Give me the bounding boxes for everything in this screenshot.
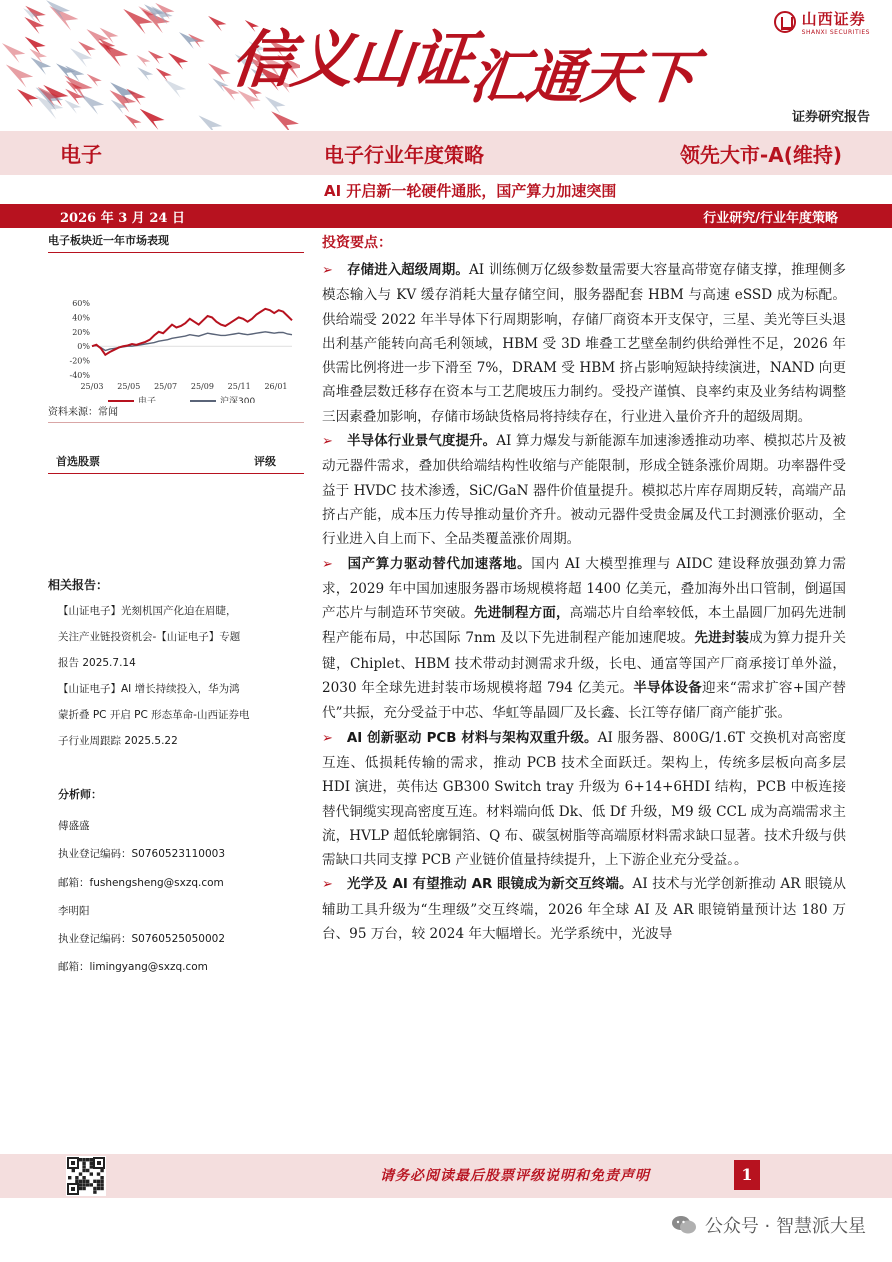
page-number: 1 — [734, 1160, 760, 1190]
arrow-decoration — [56, 63, 75, 79]
arrow-decoration — [179, 32, 199, 49]
arrow-decoration — [80, 94, 105, 115]
arrow-decoration — [164, 79, 186, 98]
highlight-paragraph-computing — [322, 552, 846, 726]
highlight-body: 高端芯片自给率较低，本土晶圆厂加码先进制程产能布局，中芯国际 7nm 及以下先进制程产能加速爬坡。 — [322, 605, 847, 647]
header-band — [0, 131, 892, 175]
brand-name-en: SHANXI SECURITIES — [801, 29, 870, 36]
bullet-arrow-icon: ➢ — [322, 556, 333, 572]
arrow-decoration — [87, 74, 102, 87]
arrow-decoration — [148, 51, 164, 65]
x-tick-label: 25/07 — [154, 382, 178, 391]
rating-label: 评级 — [254, 455, 276, 468]
arrow-decoration — [136, 55, 150, 67]
highlight-title: AI 创新驱动 PCB 材料与架构双重升级。 — [346, 730, 598, 746]
related-report-line: 关注产业链投资机会-【山证电子】专题 — [58, 631, 241, 643]
highlight-paragraph-ar — [322, 872, 846, 946]
analyst-email[interactable]: 邮箱：limingyang@sxzq.com — [58, 961, 208, 974]
arrow-decoration — [2, 43, 25, 63]
analyst-name: 李明阳 — [58, 904, 90, 917]
highlight-body: AI 训练侧万亿级参数量需要大容量高带宽存储支撑，推理侧多模态输入与 KV 缓存消耗大量存储空间，服务器配套 HBM 与高速 eSSD 成为标配。供给端受 2022 年半导体下行周期影响，存储厂商资本开支保守，三星、美光等巨头退出利基产能转向高毛利领域，HBM 受 3D 堆叠工艺壁垒制约供给弹性不足，2026 年供需比例将进一步下滑至 7%，DRAM 受 HBM 挤占影响短缺持续演进，NAND 向更高堆叠层数迁移存在资本与工艺爬坡压力制约。受投产谨慎、良率约束及业务结构调整三因素叠加影响，存储市场缺货格局将持续存在，行业进入量价齐升的超级周期。 — [322, 262, 846, 425]
highlight-subtitle: 先进封装 — [694, 631, 750, 647]
highlight-body: 成为算力提升关键，Chiplet、HBM 技术带动封测需求升级，长电、通富等国产厂商承接订单外溢，2030 年全球先进封装市场规模将超 794 亿美元。 — [322, 630, 847, 697]
highlight-paragraph-pcb — [322, 726, 846, 873]
arrow-decoration — [140, 109, 165, 130]
arrow-decoration — [24, 17, 44, 34]
highlight-body: AI 算力爆发与新能源车加速渗透推动功率、模拟芯片及被动元器件需求，叠加供给端结构性收缩与产能限制，形成全链条涨价周期。功率器件受益于 HVDC 技术渗透，SiC/GaN 器件价值量提升。模拟芯片库存周期反转，高端产品挤占产能，成本压力传导推动量价齐升。被动元器件受贵金属及代工封测涨价驱动，全行业进入自上而下、全品类覆盖涨价周期。 — [322, 433, 846, 548]
wechat-watermark — [671, 1212, 866, 1238]
x-tick-label: 25/05 — [117, 382, 141, 391]
highlight-title: 光学及 AI 有望推动 AR 眼镜成为新交互终端。 — [346, 877, 633, 893]
slogan — [227, 10, 700, 111]
y-tick-label: 60% — [72, 299, 90, 308]
related-report-line: 蒙折叠 PC 开启 PC 形态革命-山西证券电 — [58, 709, 250, 721]
x-tick-label: 26/01 — [264, 382, 288, 391]
arrow-decoration — [124, 115, 141, 129]
y-tick-label: 0% — [77, 342, 90, 352]
brand-name-cn: 山西证券 — [801, 10, 866, 28]
report-date: 2026 年 3 月 24 日 — [60, 211, 185, 226]
arrow-decoration — [208, 63, 230, 82]
y-tick-label: 40% — [72, 313, 90, 323]
bullet-arrow-icon: ➢ — [322, 730, 333, 746]
arrow-decoration — [64, 100, 81, 114]
market-performance-chart — [48, 253, 304, 403]
bullet-arrow-icon: ➢ — [322, 877, 333, 893]
highlight-body: AI 服务器、800G/1.6T 交换机对高密度互连、低损耗传输的需求，推动 PCB 技术全面跃迁。架构上，传统多层板向高多层 HDI 演进，英伟达 GB300 Switch tray 升级为 6+14+6HDI 结构，PCB 中板连接替代铜缆实现高密度互连。材料端向低 Dk、低 Df 升级，M9 级 CCL 成为高端需求主流，HVLP 超低轮廓铜箔、Q 布、碳氢树脂等高端原材料需求缺口显著。技术升级与供需缺口共同支撑 PCB 产业链价值量持续提升，上下游企业充分受益。。 — [322, 729, 846, 869]
arrow-decoration — [156, 68, 172, 82]
highlights-heading: 投资要点： — [322, 235, 392, 251]
y-tick-label: -20% — [69, 356, 90, 366]
highlight-paragraph-storage — [322, 258, 846, 429]
report-subtitle: AI 开启新一轮硬件通胀，国产算力加速突围 — [324, 182, 617, 200]
bullet-arrow-icon: ➢ — [322, 434, 333, 450]
arrow-decoration — [6, 64, 33, 87]
highlight-title: 国产算力驱动替代加速落地。 — [346, 556, 532, 572]
chart-title: 电子板块近一年市场表现 — [48, 228, 304, 253]
highlight-body: 迎来“需求扩容+国产替代”共振，充分受益于中芯、华虹等晶圆厂及长鑫、长江等存储厂商产能扩张。 — [322, 680, 846, 722]
chart-svg — [48, 253, 304, 403]
x-tick-label: 25/11 — [227, 382, 251, 391]
arrow-decoration — [17, 89, 38, 107]
highlight-body: AI 技术与光学创新推动 AR 眼镜从辅助工具升级为“生理级”交互终端，2026 年全球 AI 及 AR 眼镜销量预计达 180 万台、95 万台，较 2024 年大幅增长。光学系统中，光波导 — [322, 876, 846, 943]
highlight-subtitle: 半导体设备 — [633, 681, 702, 697]
highlight-body: 国内 AI 大模型推理与 AIDC 建设释放强劲算力需求，2029 年中国加速服务器市场规模将超 1400 亿美元，叠加海外出口管制，倒逼国产芯片与制造环节突破。 — [322, 555, 846, 622]
banner — [0, 0, 892, 130]
investment-highlights — [322, 232, 846, 946]
disclaimer: 请务必阅读最后股票评级说明和免责声明 — [380, 1168, 650, 1184]
slogan-part1: 信义山证 — [227, 23, 476, 96]
legend-label: 沪深300 — [220, 397, 256, 403]
brand-logo-group — [774, 8, 870, 36]
left-sidebar — [48, 228, 304, 982]
wechat-icon — [671, 1215, 697, 1235]
arrow-decoration — [137, 67, 153, 80]
bullet-arrow-icon: ➢ — [322, 263, 333, 278]
industry-category: 电子 — [60, 143, 102, 167]
slogan-part2: 汇通天下 — [466, 43, 698, 111]
arrow-decoration — [208, 16, 226, 32]
arrow-decoration — [199, 115, 223, 130]
arrow-decoration — [271, 111, 299, 130]
arrow-decoration — [31, 57, 52, 75]
arrow-decoration — [168, 53, 188, 70]
analyst-email[interactable]: 邮箱：fushengsheng@sxzq.com — [58, 876, 224, 889]
related-report-line: 子行业周跟踪 2025.5.22 — [58, 735, 178, 747]
highlight-paragraph-semiconductor — [322, 429, 846, 551]
x-tick-label: 25/09 — [190, 382, 214, 391]
highlight-subtitle: 先进制程方面， — [474, 606, 570, 622]
picks-label: 首选股票 — [56, 455, 100, 468]
related-report-line: 【山证电子】光刻机国产化迫在眉睫， — [58, 605, 237, 617]
date-bar — [0, 204, 892, 228]
industry-rating: 领先大市-A(维持) — [679, 143, 842, 167]
report-type: 证券研究报告 — [791, 110, 870, 125]
highlight-title: 半导体行业景气度提升。 — [346, 434, 497, 450]
report-section: 行业研究/行业年度策略 — [703, 211, 838, 226]
analyst-name: 傅盛盛 — [58, 820, 90, 832]
related-reports-heading: 相关报告： — [48, 578, 109, 592]
related-report-line: 【山证电子】AI 增长持续投入，华为鸿 — [58, 683, 240, 695]
series-line-csi300 — [92, 332, 292, 351]
arrow-decoration — [70, 48, 92, 67]
legend-label: 电子 — [138, 397, 157, 403]
y-tick-label: 20% — [72, 327, 90, 337]
chart-source: 资料来源：常闻 — [48, 403, 304, 423]
related-report-line: 报告 2025.7.14 — [58, 657, 136, 669]
highlight-title: 存储进入超级周期。 — [346, 263, 469, 278]
preferred-stocks-header — [48, 453, 304, 474]
qr-code-icon — [66, 1156, 106, 1196]
related-reports-list — [48, 598, 304, 754]
analyst-license: 执业登记编码：S0760523110003 — [58, 848, 226, 861]
analysts-heading: 分析师： — [58, 788, 102, 801]
analyst-license: 执业登记编码：S0760525050002 — [58, 933, 226, 946]
y-tick-label: -40% — [69, 371, 90, 380]
report-title: 电子行业年度策略 — [324, 143, 484, 167]
wechat-label: 公众号 · 智慧派大星 — [704, 1216, 866, 1237]
arrow-decoration — [65, 66, 84, 82]
company-logo-icon — [774, 11, 796, 33]
footer-band — [0, 1154, 892, 1198]
x-tick-label: 25/03 — [80, 382, 104, 391]
